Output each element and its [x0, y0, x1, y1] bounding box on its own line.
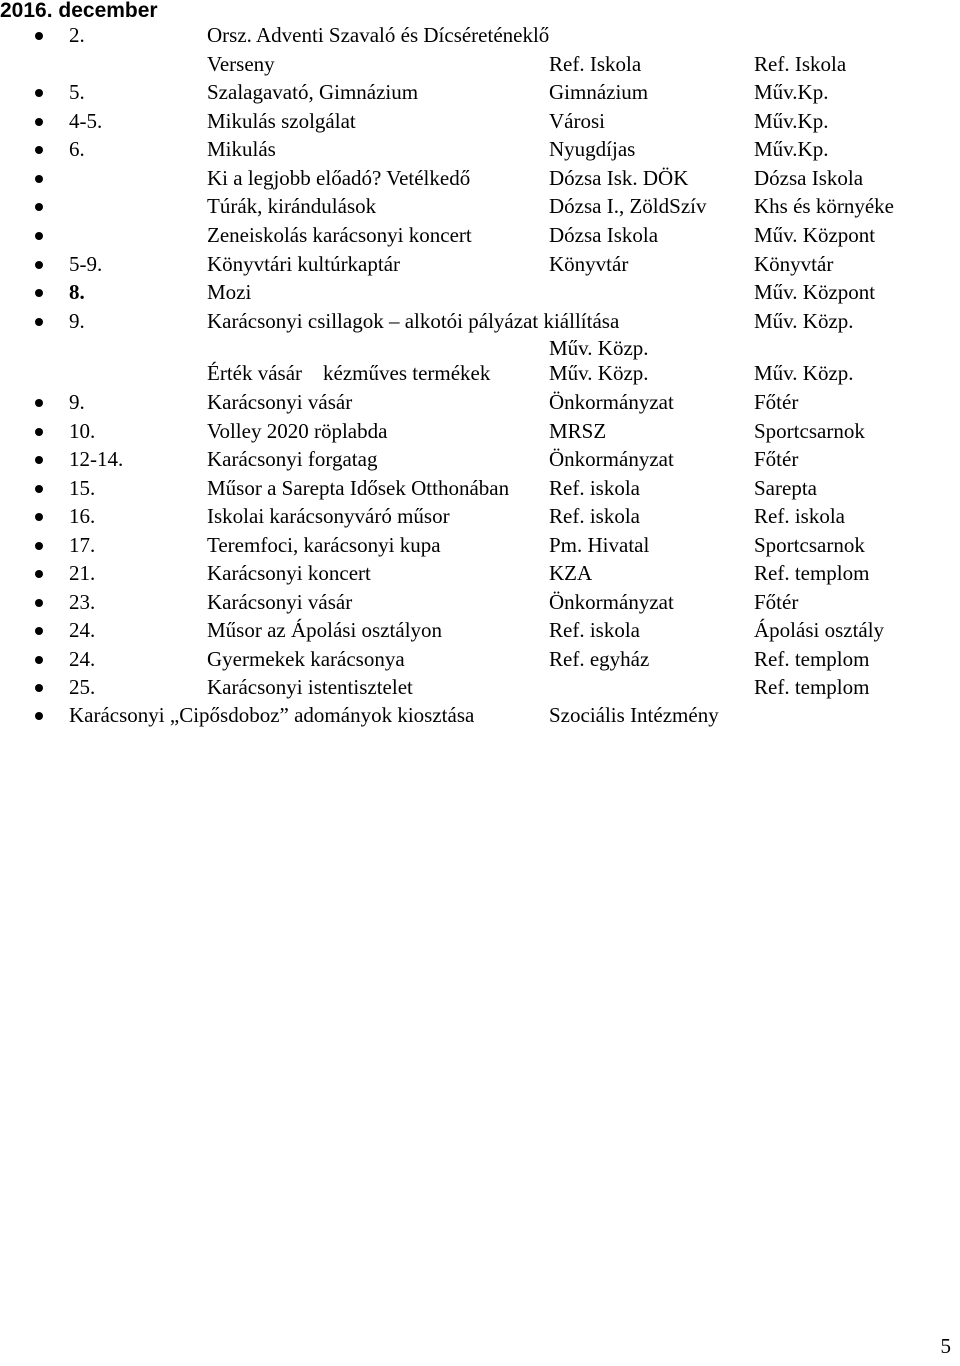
event-location: Főtér: [754, 590, 799, 614]
event-date: 2.: [69, 23, 85, 47]
list-item: [0, 474, 960, 502]
page-number: 5: [940, 1334, 951, 1358]
event-location: Könyvtár: [754, 252, 834, 276]
event-title: Volley 2020 röplabda: [207, 419, 388, 443]
event-date: 6.: [69, 137, 85, 161]
event-location: Sarepta: [754, 476, 817, 500]
event-date: 12-14.: [69, 447, 124, 471]
event-date: 8.: [69, 280, 85, 304]
event-title: Karácsonyi forgatag: [207, 447, 378, 471]
event-title: Iskolai karácsonyváró műsor: [207, 504, 450, 528]
event-organizer: Dózsa Isk. DÖK: [549, 166, 689, 190]
event-location: Ref. templom: [754, 561, 870, 585]
list-item: [0, 107, 960, 135]
event-organizer: Dózsa Iskola: [549, 223, 659, 247]
event-date: 16.: [69, 504, 96, 528]
bullet-icon: [35, 318, 43, 326]
list-item: [0, 388, 960, 416]
event-date: 9.: [69, 390, 85, 414]
page-heading: 2016. december: [0, 0, 158, 22]
bullet-icon: [35, 485, 43, 493]
event-organizer: Szociális Intézmény: [549, 703, 719, 727]
bullet-icon: [35, 399, 43, 407]
event-title: Karácsonyi vásár: [207, 390, 353, 414]
list-item: [0, 278, 960, 306]
event-location: Főtér: [754, 390, 799, 414]
event-title: Túrák, kirándulások: [207, 194, 377, 218]
event-title: Orsz. Adventi Szavaló és Dícséreténeklő: [207, 23, 550, 47]
event-organizer: Önkormányzat: [549, 447, 674, 471]
event-organizer: Műv. Közp.: [549, 361, 649, 385]
bullet-icon: [35, 684, 43, 692]
event-organizer: Ref. iskola: [549, 504, 640, 528]
event-title: Érték vásár kézműves termékek: [207, 361, 491, 385]
bullet-icon: [35, 289, 43, 297]
bullet-icon: [35, 513, 43, 521]
bullet-icon: [35, 146, 43, 154]
event-location: Ref. Iskola: [754, 52, 847, 76]
bullet-icon: [35, 627, 43, 635]
event-location: Ref. templom: [754, 647, 870, 671]
event-location: Műv. Központ: [754, 280, 876, 304]
event-date: 24.: [69, 647, 96, 671]
bullet-icon: [35, 261, 43, 269]
event-location: Dózsa Iskola: [754, 166, 864, 190]
event-location: Khs és környéke: [754, 194, 894, 218]
event-organizer: Gimnázium: [549, 80, 649, 104]
list-item: [0, 78, 960, 106]
event-title: Karácsonyi vásár: [207, 590, 353, 614]
event-title: Szalagavató, Gimnázium: [207, 80, 419, 104]
list-item: [0, 192, 960, 220]
list-item: [0, 531, 960, 559]
event-date: 5-9.: [69, 252, 103, 276]
list-item: [0, 221, 960, 249]
event-organizer: Ref. iskola: [549, 476, 640, 500]
event-date: 25.: [69, 675, 96, 699]
event-organizer: Könyvtár: [549, 252, 629, 276]
event-title: Zeneiskolás karácsonyi koncert: [207, 223, 472, 247]
event-location: Ref. iskola: [754, 504, 845, 528]
list-item: [0, 417, 960, 445]
bullet-icon: [35, 456, 43, 464]
list-item: [0, 588, 960, 616]
list-item-continuation: [0, 334, 960, 362]
event-date: 23.: [69, 590, 96, 614]
event-organizer: Ref. Iskola: [549, 52, 642, 76]
event-location: Műv. Központ: [754, 223, 876, 247]
list-item: [0, 250, 960, 278]
event-location: Műv.Kp.: [754, 109, 829, 133]
event-title: Mikulás szolgálat: [207, 109, 356, 133]
event-date: 17.: [69, 533, 96, 557]
event-location: Műv.Kp.: [754, 137, 829, 161]
event-organizer: Ref. egyház: [549, 647, 650, 671]
bullet-icon: [35, 175, 43, 183]
event-organizer: Pm. Hivatal: [549, 533, 650, 557]
bullet-icon: [35, 232, 43, 240]
event-title: Gyermekek karácsonya: [207, 647, 405, 671]
list-item: [0, 673, 960, 701]
list-item-continuation: [0, 50, 960, 78]
event-date: 5.: [69, 80, 85, 104]
event-date: 4-5.: [69, 109, 103, 133]
bullet-icon: [35, 570, 43, 578]
event-location: Főtér: [754, 447, 799, 471]
event-title: Műsor az Ápolási osztályon: [207, 618, 443, 642]
event-title: Műsor a Sarepta Idősek Otthonában: [207, 476, 510, 500]
bullet-icon: [35, 428, 43, 436]
bullet-icon: [35, 712, 43, 720]
event-title: Ki a legjobb előadó? Vetélkedő: [207, 166, 471, 190]
event-date: 9.: [69, 309, 85, 333]
event-date: 24.: [69, 618, 96, 642]
list-item-continuation: [0, 359, 960, 387]
event-organizer: Városi: [549, 109, 605, 133]
event-location: Ápolási osztály: [754, 618, 885, 642]
list-item: [0, 21, 960, 49]
event-title: Karácsonyi istentisztelet: [207, 675, 413, 699]
event-organizer: Műv. Közp.: [549, 336, 649, 360]
event-location: Műv. Közp.: [754, 309, 854, 333]
event-organizer: Önkormányzat: [549, 590, 674, 614]
event-title: Verseny: [207, 52, 275, 76]
event-date: 15.: [69, 476, 96, 500]
event-organizer: Nyugdíjas: [549, 137, 636, 161]
event-date: 21.: [69, 561, 96, 585]
list-item: [0, 616, 960, 644]
event-title: Karácsonyi koncert: [207, 561, 371, 585]
event-location: Sportcsarnok: [754, 533, 865, 557]
bullet-icon: [35, 203, 43, 211]
list-item: [0, 559, 960, 587]
event-organizer: KZA: [549, 561, 593, 585]
event-location: Műv.Kp.: [754, 80, 829, 104]
bullet-icon: [35, 118, 43, 126]
event-organizer: Dózsa I., ZöldSzív: [549, 194, 707, 218]
bullet-icon: [35, 89, 43, 97]
list-item: [0, 645, 960, 673]
event-title: Mikulás: [207, 137, 276, 161]
bullet-icon: [35, 32, 43, 40]
list-item: [0, 164, 960, 192]
event-date: 10.: [69, 419, 96, 443]
event-organizer: Önkormányzat: [549, 390, 674, 414]
event-location: Sportcsarnok: [754, 419, 865, 443]
list-item: [0, 445, 960, 473]
event-location: Műv. Közp.: [754, 361, 854, 385]
event-organizer: Ref. iskola: [549, 618, 640, 642]
event-location: Ref. templom: [754, 675, 870, 699]
list-item: [0, 135, 960, 163]
bullet-icon: [35, 542, 43, 550]
event-title: Mozi: [207, 280, 252, 304]
list-item: [0, 701, 960, 729]
event-title: Karácsonyi csillagok – alkotói pályázat kiállítása: [207, 309, 620, 333]
event-title: Könyvtári kultúrkaptár: [207, 252, 401, 276]
event-title: Karácsonyi „Cipősdoboz” adományok kiosztása: [69, 703, 475, 727]
event-organizer: MRSZ: [549, 419, 607, 443]
bullet-icon: [35, 656, 43, 664]
list-item: [0, 307, 960, 335]
list-item: [0, 502, 960, 530]
event-title: Teremfoci, karácsonyi kupa: [207, 533, 441, 557]
bullet-icon: [35, 599, 43, 607]
